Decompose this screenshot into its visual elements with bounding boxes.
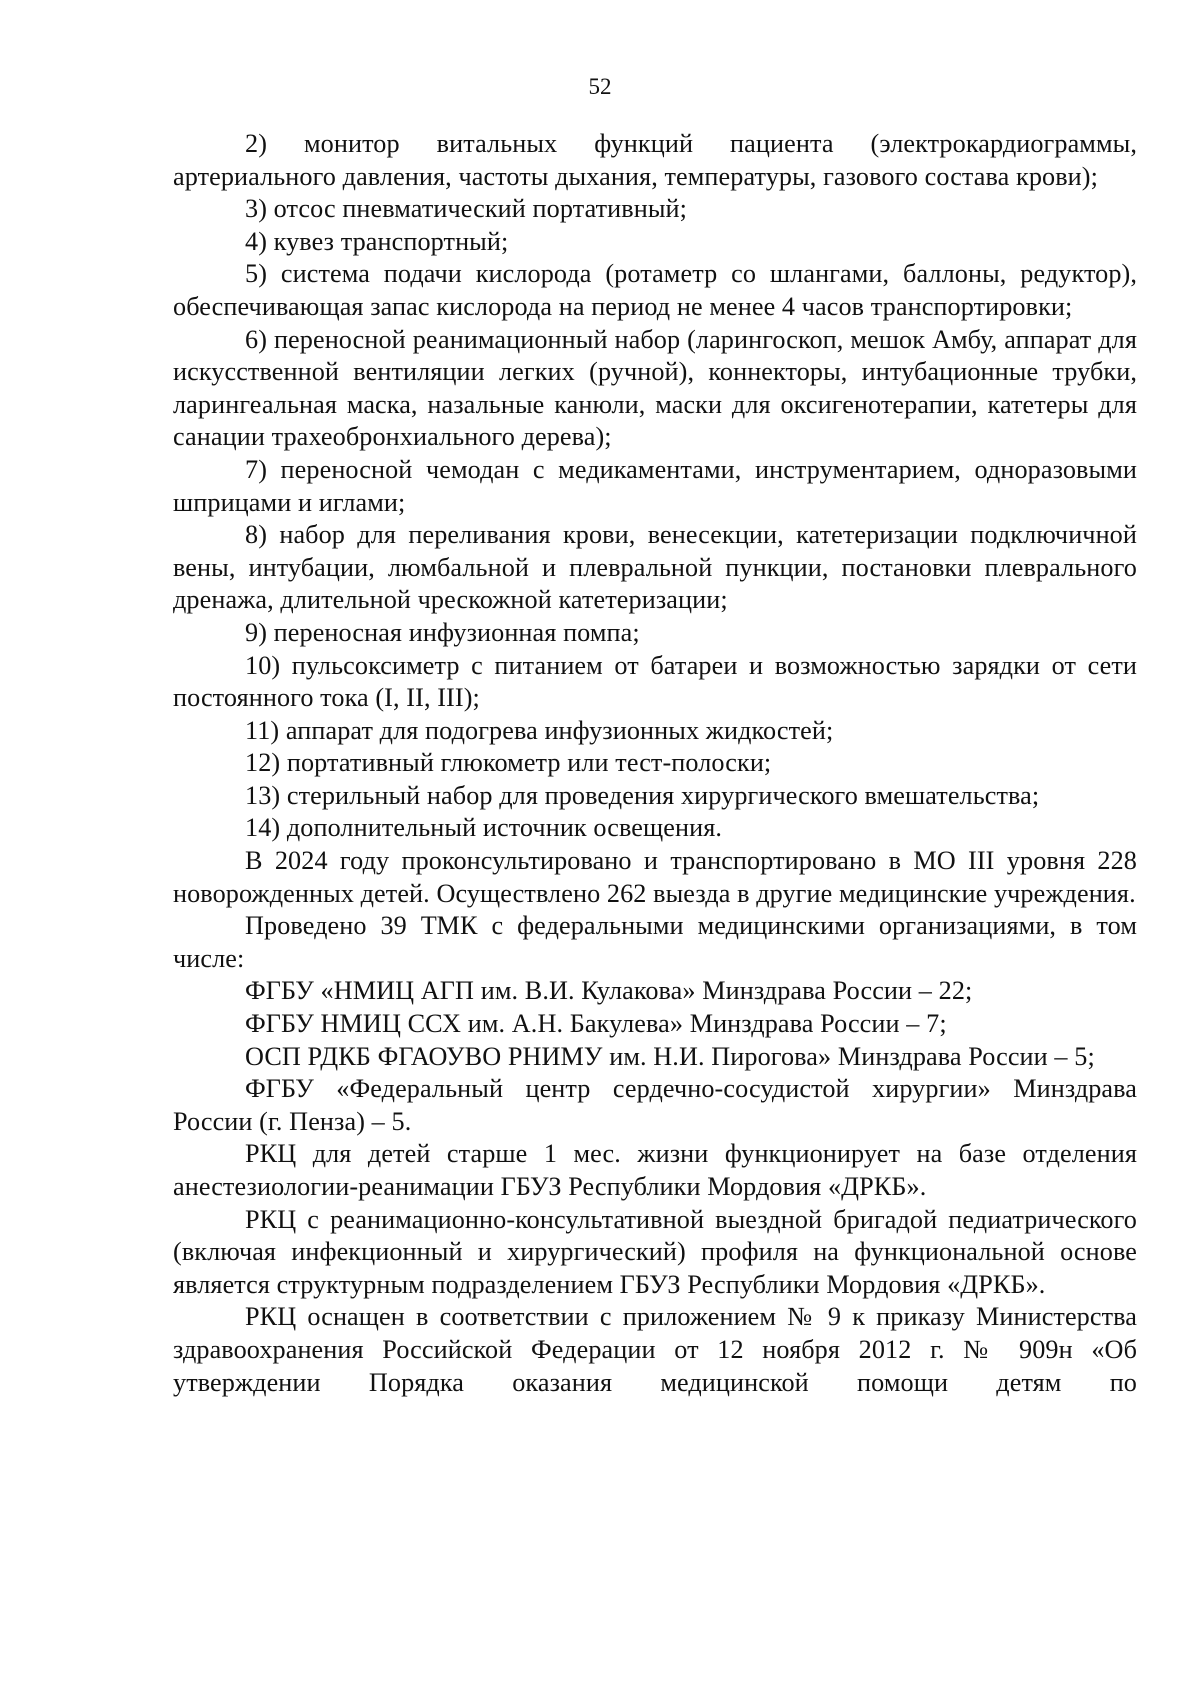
list-item-5: 5) система подачи кислорода (ротаметр со шлангами, баллоны, редуктор), обеспечивающая запас кислорода на период не менее 4 часов транспортировки; <box>173 259 1137 321</box>
paragraph-rkc-equipment: РКЦ оснащен в соответствии с приложением № 9 к приказу Министерства здравоохранения Российской Федерации от 12 ноября 2012 г. № 909н «Об утверждении Порядка оказания медицинской помощи детям по <box>173 1302 1137 1397</box>
paragraph-rkc-children: РКЦ для детей старше 1 мес. жизни функционирует на базе отделения анестезиологии-реанимации ГБУЗ Республики Мордовия «ДРКБ». <box>173 1139 1137 1201</box>
page-number: 52 <box>588 74 612 99</box>
list-item-10: 10) пульсоксиметр с питанием от батареи и возможностью зарядки от сети постоянного тока (I, II, III); <box>173 650 1137 713</box>
list-item-4: 4) кувез транспортный; <box>245 226 509 256</box>
paragraph-tmk-intro: Проведено 39 ТМК с федеральными медицинскими организациями, в том числе: <box>173 911 1137 973</box>
list-item-14: 14) дополнительный источник освещения. <box>245 813 723 843</box>
document-body <box>173 128 1137 1399</box>
paragraph-transport-stats: В 2024 году проконсультировано и транспортировано в МО III уровня 228 новорожденных детей. Осуществлено 262 выезда в другие медицинские учреждения. <box>173 846 1137 908</box>
list-item-9: 9) переносная инфузионная помпа; <box>245 617 640 647</box>
tmk-item-kulakov: ФГБУ «НМИЦ АГП им. В.И. Кулакова» Минздрава России – 22; <box>245 976 973 1006</box>
tmk-item-penza: ФГБУ «Федеральный центр сердечно-сосудистой хирургии» Минздрава России (г. Пенза) – 5. <box>173 1074 1137 1136</box>
tmk-item-pirogov: ОСП РДКБ ФГАОУВО РНИМУ им. Н.И. Пирогова» Минздрава России – 5; <box>245 1041 1095 1071</box>
paragraph-rkc-team: РКЦ с реанимационно-консультативной выездной бригадой педиатрического (включая инфекционный и хирургический) профиля на функциональной основе является структурным подразделением ГБУЗ Республики Мордовия «ДРКБ». <box>173 1204 1137 1299</box>
list-item-13: 13) стерильный набор для проведения хирургического вмешательства; <box>245 780 1040 810</box>
list-item-8: 8) набор для переливания крови, венесекции, катетеризации подключичной вены, интубации, люмбальной и плевральной пункции, постановки плеврального дренажа, длительной чрескожной катетеризации; <box>173 520 1137 615</box>
list-item-12: 12) портативный глюкометр или тест-полоски; <box>245 748 772 778</box>
list-item-2: 2) монитор витальных функций пациента (электрокардиограммы, артериального давления, частоты дыхания, температуры, газового состава крови); <box>173 129 1137 191</box>
list-item-6: 6) переносной реанимационный набор (ларингоскоп, мешок Амбу, аппарат для искусственной вентиляции легких (ручной), коннекторы, интубационные трубки, ларингеальная маска, назальные канюли, маски для оксигенотерапии, катетеры для санации трахеобронхиального дерева); <box>173 324 1137 452</box>
list-item-11: 11) аппарат для подогрева инфузионных жидкостей; <box>245 715 834 745</box>
list-item-3: 3) отсос пневматический портативный; <box>245 194 688 224</box>
list-item-7: 7) переносной чемодан с медикаментами, инструментарием, одноразовыми шприцами и иглами; <box>173 454 1137 517</box>
tmk-item-bakulev: ФГБУ НМИЦ ССХ им. А.Н. Бакулева» Минздрава России – 7; <box>245 1009 947 1039</box>
